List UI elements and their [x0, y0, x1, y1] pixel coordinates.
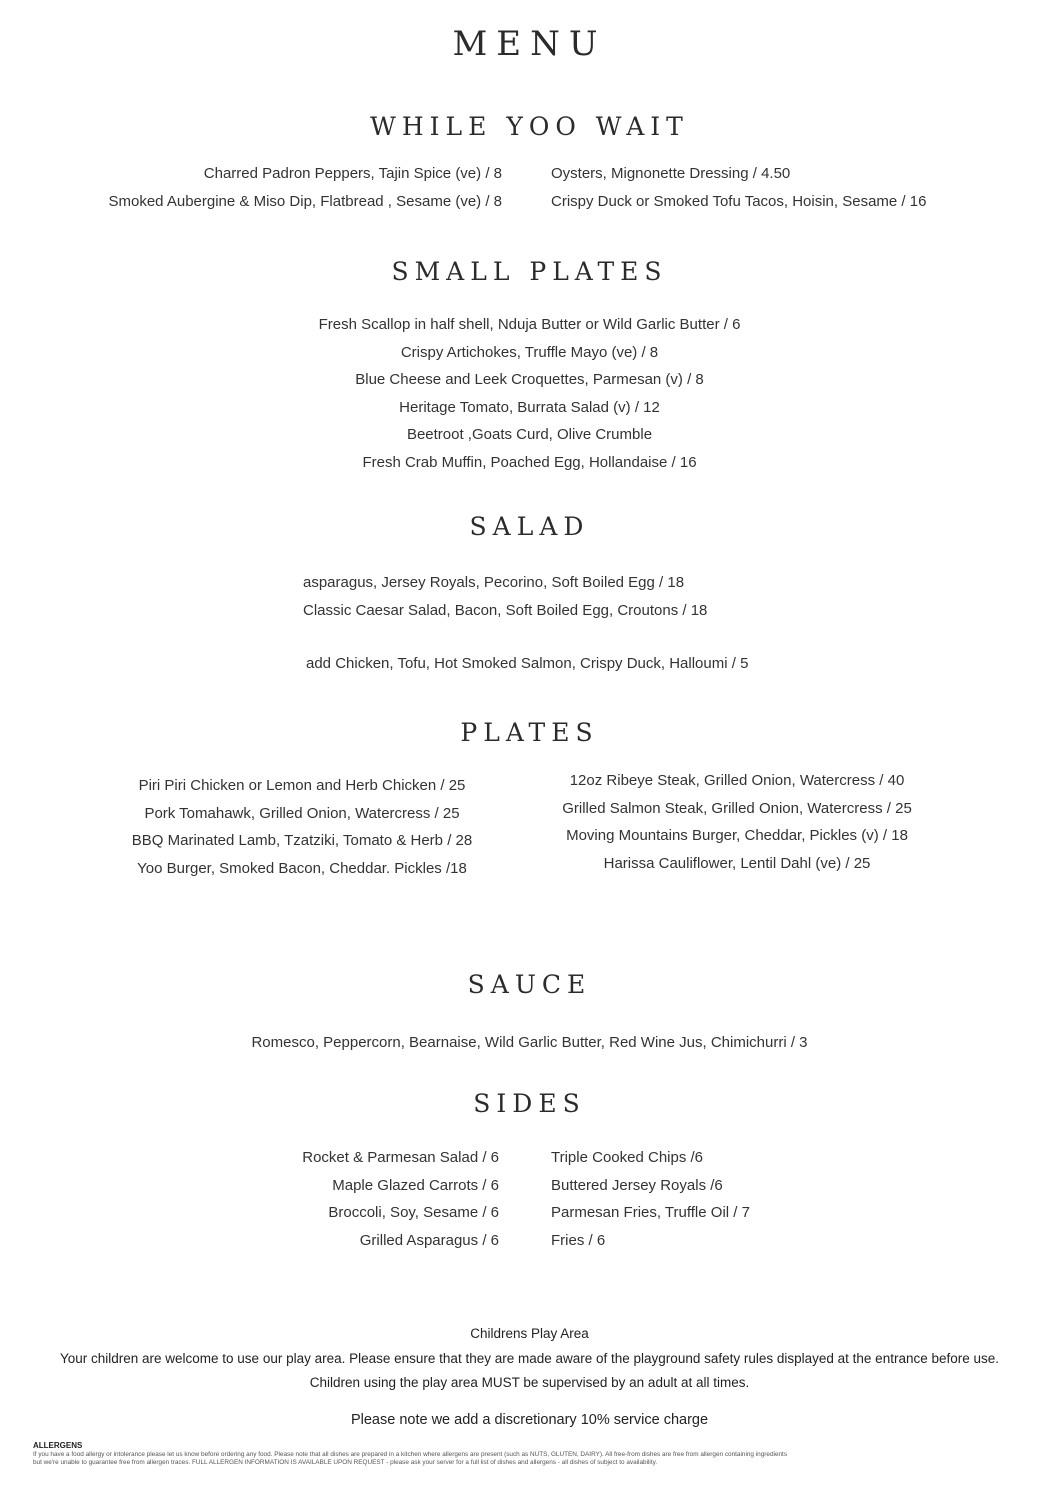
menu-item: Buttered Jersey Royals /6	[551, 1176, 723, 1194]
menu-item: Smoked Aubergine & Miso Dip, Flatbread , Sesame (ve) / 8	[108, 192, 502, 210]
small-plates-list	[0, 311, 1059, 476]
menu-item: Fries / 6	[551, 1231, 606, 1249]
menu-item: BBQ Marinated Lamb, Tzatziki, Tomato & Herb / 28	[131, 832, 473, 849]
menu-item: Heritage Tomato, Burrata Salad (v) / 12	[399, 398, 660, 416]
menu-item: Blue Cheese and Leek Croquettes, Parmesan (v) / 8	[355, 371, 704, 388]
menu-item: Moving Mountains Burger, Cheddar, Pickles (v) / 18	[566, 827, 908, 844]
service-charge-note: Please note we add a discretionary 10% service charge	[350, 1412, 709, 1428]
menu-item: Rocket & Parmesan Salad / 6	[302, 1149, 499, 1166]
sides-left-column	[200, 1144, 499, 1254]
plates-right-column	[530, 767, 944, 877]
section-heading-sauce: SAUCE	[467, 970, 592, 999]
menu-item: Yoo Burger, Smoked Bacon, Cheddar. Pickles /18	[137, 859, 467, 877]
play-area-supervision: Children using the play area MUST be supervised by an adult at all times.	[309, 1375, 750, 1390]
menu-item: Pork Tomahawk, Grilled Onion, Watercress / 25	[144, 804, 460, 822]
section-heading-small-plates: SMALL PLATES	[391, 257, 668, 286]
section-heading-plates: PLATES	[460, 718, 599, 747]
menu-item: Fresh Crab Muffin, Poached Egg, Hollandaise / 16	[362, 453, 697, 471]
allergens-text-line: but we're unable to guarantee free from allergen traces. FULL ALLERGEN INFORMATION IS AVAILABLE UPON REQUEST - please ask your server for a full list of dishes and allergens - all dishes of subject to availability.	[33, 1459, 658, 1466]
menu-item: Oysters, Mignonette Dressing / 4.50	[551, 165, 791, 182]
salad-add-ons: add Chicken, Tofu, Hot Smoked Salmon, Crispy Duck, Halloumi / 5	[306, 655, 749, 672]
menu-item: Classic Caesar Salad, Bacon, Soft Boiled Egg, Croutons / 18	[303, 601, 708, 619]
menu-item: Grilled Salmon Steak, Grilled Onion, Watercress / 25	[562, 799, 912, 817]
menu-item: Maple Glazed Carrots / 6	[332, 1176, 499, 1194]
section-heading-sides: SIDES	[473, 1089, 586, 1118]
page-title: MENU	[452, 24, 607, 64]
menu-item: Charred Padron Peppers, Tajin Spice (ve) / 8	[203, 165, 502, 182]
menu-item: Harissa Cauliflower, Lentil Dahl (ve) / 25	[603, 854, 871, 872]
play-area-notice: Your children are welcome to use our play area. Please ensure that they are made aware of the playground safety rules displayed at the entrance before use.	[59, 1351, 1000, 1366]
menu-item: 12oz Ribeye Steak, Grilled Onion, Watercress / 40	[569, 772, 905, 789]
sides-right-column	[551, 1144, 851, 1254]
plates-left-column	[100, 772, 504, 882]
while-you-wait-left-column	[40, 160, 502, 215]
allergens-title: ALLERGENS	[33, 1441, 83, 1450]
menu-item: Crispy Duck or Smoked Tofu Tacos, Hoisin, Sesame / 16	[551, 192, 927, 210]
menu-item: Broccoli, Soy, Sesame / 6	[328, 1204, 499, 1221]
menu-item: asparagus, Jersey Royals, Pecorino, Soft Boiled Egg / 18	[303, 574, 685, 591]
section-heading-salad: SALAD	[469, 512, 590, 541]
menu-item: Grilled Asparagus / 6	[359, 1231, 499, 1249]
menu-item: Beetroot ,Goats Curd, Olive Crumble	[406, 426, 653, 443]
menu-item: Triple Cooked Chips /6	[551, 1149, 704, 1166]
menu-item: Crispy Artichokes, Truffle Mayo (ve) / 8	[400, 343, 659, 361]
section-heading-while-you-wait: WHILE YOO WAIT	[370, 112, 689, 141]
menu-item: Fresh Scallop in half shell, Nduja Butter or Wild Garlic Butter / 6	[318, 316, 741, 333]
allergens-text-line: If you have a food allergy or intolerance please let us know before ordering any food. Please note that all dishes are prepared in a kitchen where allergens are present (such as NUTS, GLUTEN, DAIRY). All free-from dishes are free from allergen containing ingredients	[33, 1451, 788, 1458]
play-area-title: Childrens Play Area	[470, 1326, 589, 1341]
salad-list	[303, 569, 903, 624]
menu-item: Parmesan Fries, Truffle Oil / 7	[551, 1204, 750, 1221]
sauce-list: Romesco, Peppercorn, Bearnaise, Wild Garlic Butter, Red Wine Jus, Chimichurri / 3	[251, 1034, 808, 1051]
menu-item: Piri Piri Chicken or Lemon and Herb Chicken / 25	[138, 777, 466, 794]
while-you-wait-right-column	[551, 160, 1031, 215]
